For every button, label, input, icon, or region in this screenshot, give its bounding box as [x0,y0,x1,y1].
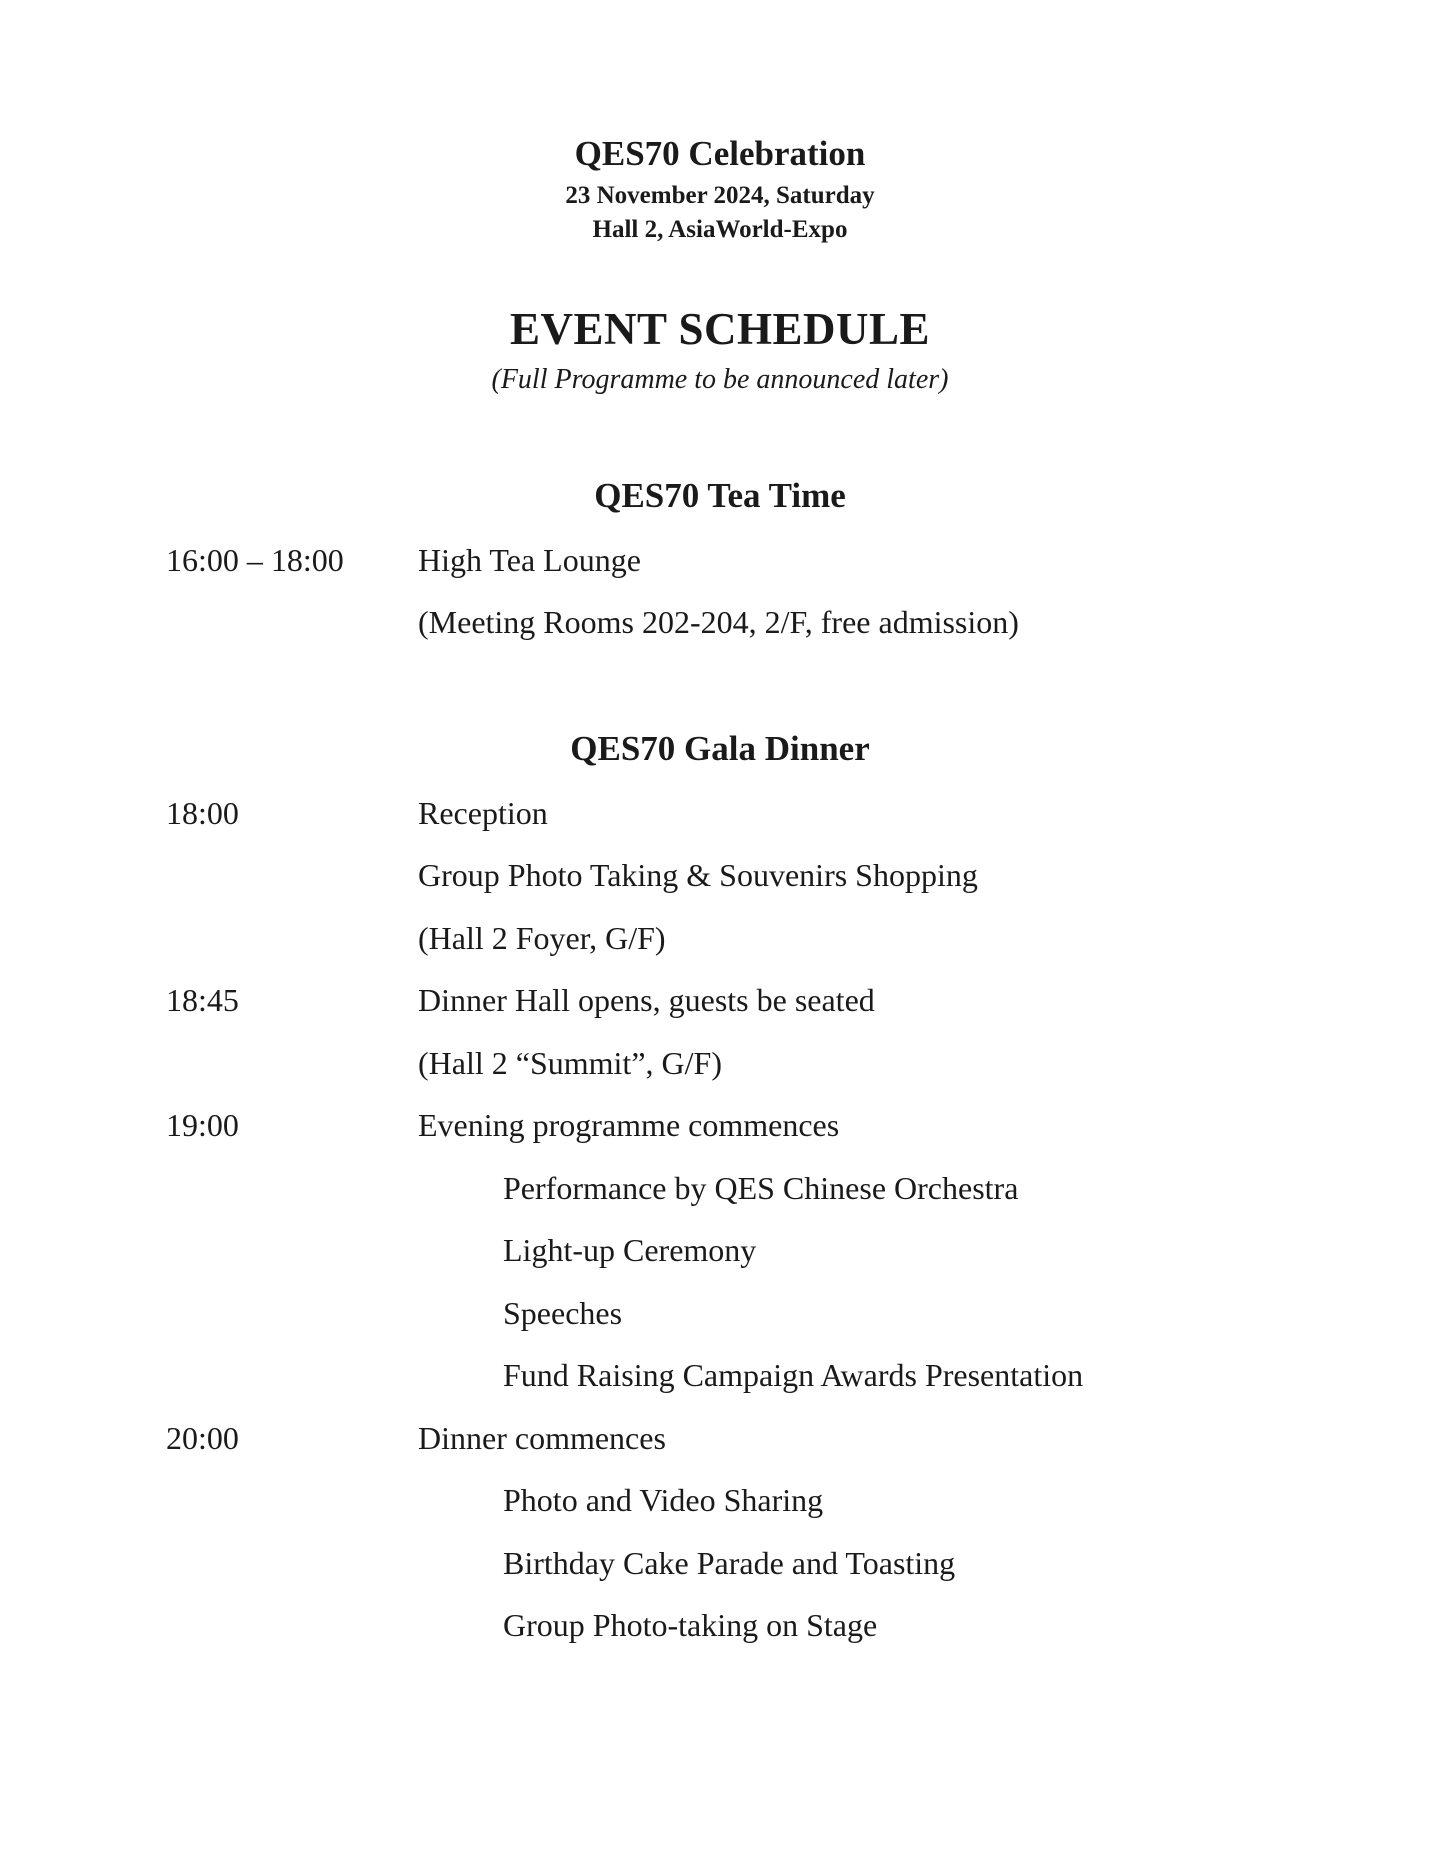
section-title-tea-time: QES70 Tea Time [594,476,846,515]
schedule-row [0,1420,1440,1464]
row-text: (Meeting Rooms 202-204, 2/F, free admission) [418,604,1019,640]
row-text: Dinner commences [418,1420,666,1456]
schedule-row [0,1045,1440,1089]
row-time: 20:00 [166,1420,239,1456]
schedule-subitem [0,1232,1440,1276]
schedule-subitem [0,1357,1440,1401]
row-text: Evening programme commences [418,1107,840,1143]
row-text: Performance by QES Chinese Orchestra [503,1170,1019,1206]
row-text: (Hall 2 Foyer, G/F) [418,920,666,956]
row-time: 18:00 [166,795,239,831]
schedule-row [0,795,1440,839]
event-venue: Hall 2, AsiaWorld-Expo [592,216,848,243]
row-text: Photo and Video Sharing [503,1482,824,1518]
schedule-row [0,604,1440,648]
schedule-subitem [0,1545,1440,1589]
row-text: Speeches [503,1295,623,1331]
schedule-row [0,857,1440,901]
row-text: Fund Raising Campaign Awards Presentation [503,1357,1084,1393]
schedule-subitem [0,1295,1440,1339]
schedule-note: (Full Programme to be announced later) [491,364,949,395]
schedule-row [0,982,1440,1026]
row-text: Birthday Cake Parade and Toasting [503,1545,956,1581]
row-time: 19:00 [166,1107,239,1143]
schedule-row [0,1107,1440,1151]
section-title-gala-dinner: QES70 Gala Dinner [570,729,870,768]
row-text: High Tea Lounge [418,542,641,578]
row-text: Dinner Hall opens, guests be seated [418,982,875,1018]
schedule-row [0,542,1440,586]
schedule-row [0,920,1440,964]
row-text: Group Photo-taking on Stage [503,1607,878,1643]
row-text: Group Photo Taking & Souvenirs Shopping [418,857,978,893]
row-time: 18:45 [166,982,239,1018]
row-text: (Hall 2 “Summit”, G/F) [418,1045,722,1081]
row-text: Reception [418,795,548,831]
row-time: 16:00 – 18:00 [166,542,344,578]
schedule-heading: EVENT SCHEDULE [509,304,931,354]
event-title: QES70 Celebration [574,134,866,173]
row-text: Light-up Ceremony [503,1232,757,1268]
schedule-subitem [0,1607,1440,1651]
schedule-subitem [0,1170,1440,1214]
schedule-subitem [0,1482,1440,1526]
event-date: 23 November 2024, Saturday [565,182,875,209]
